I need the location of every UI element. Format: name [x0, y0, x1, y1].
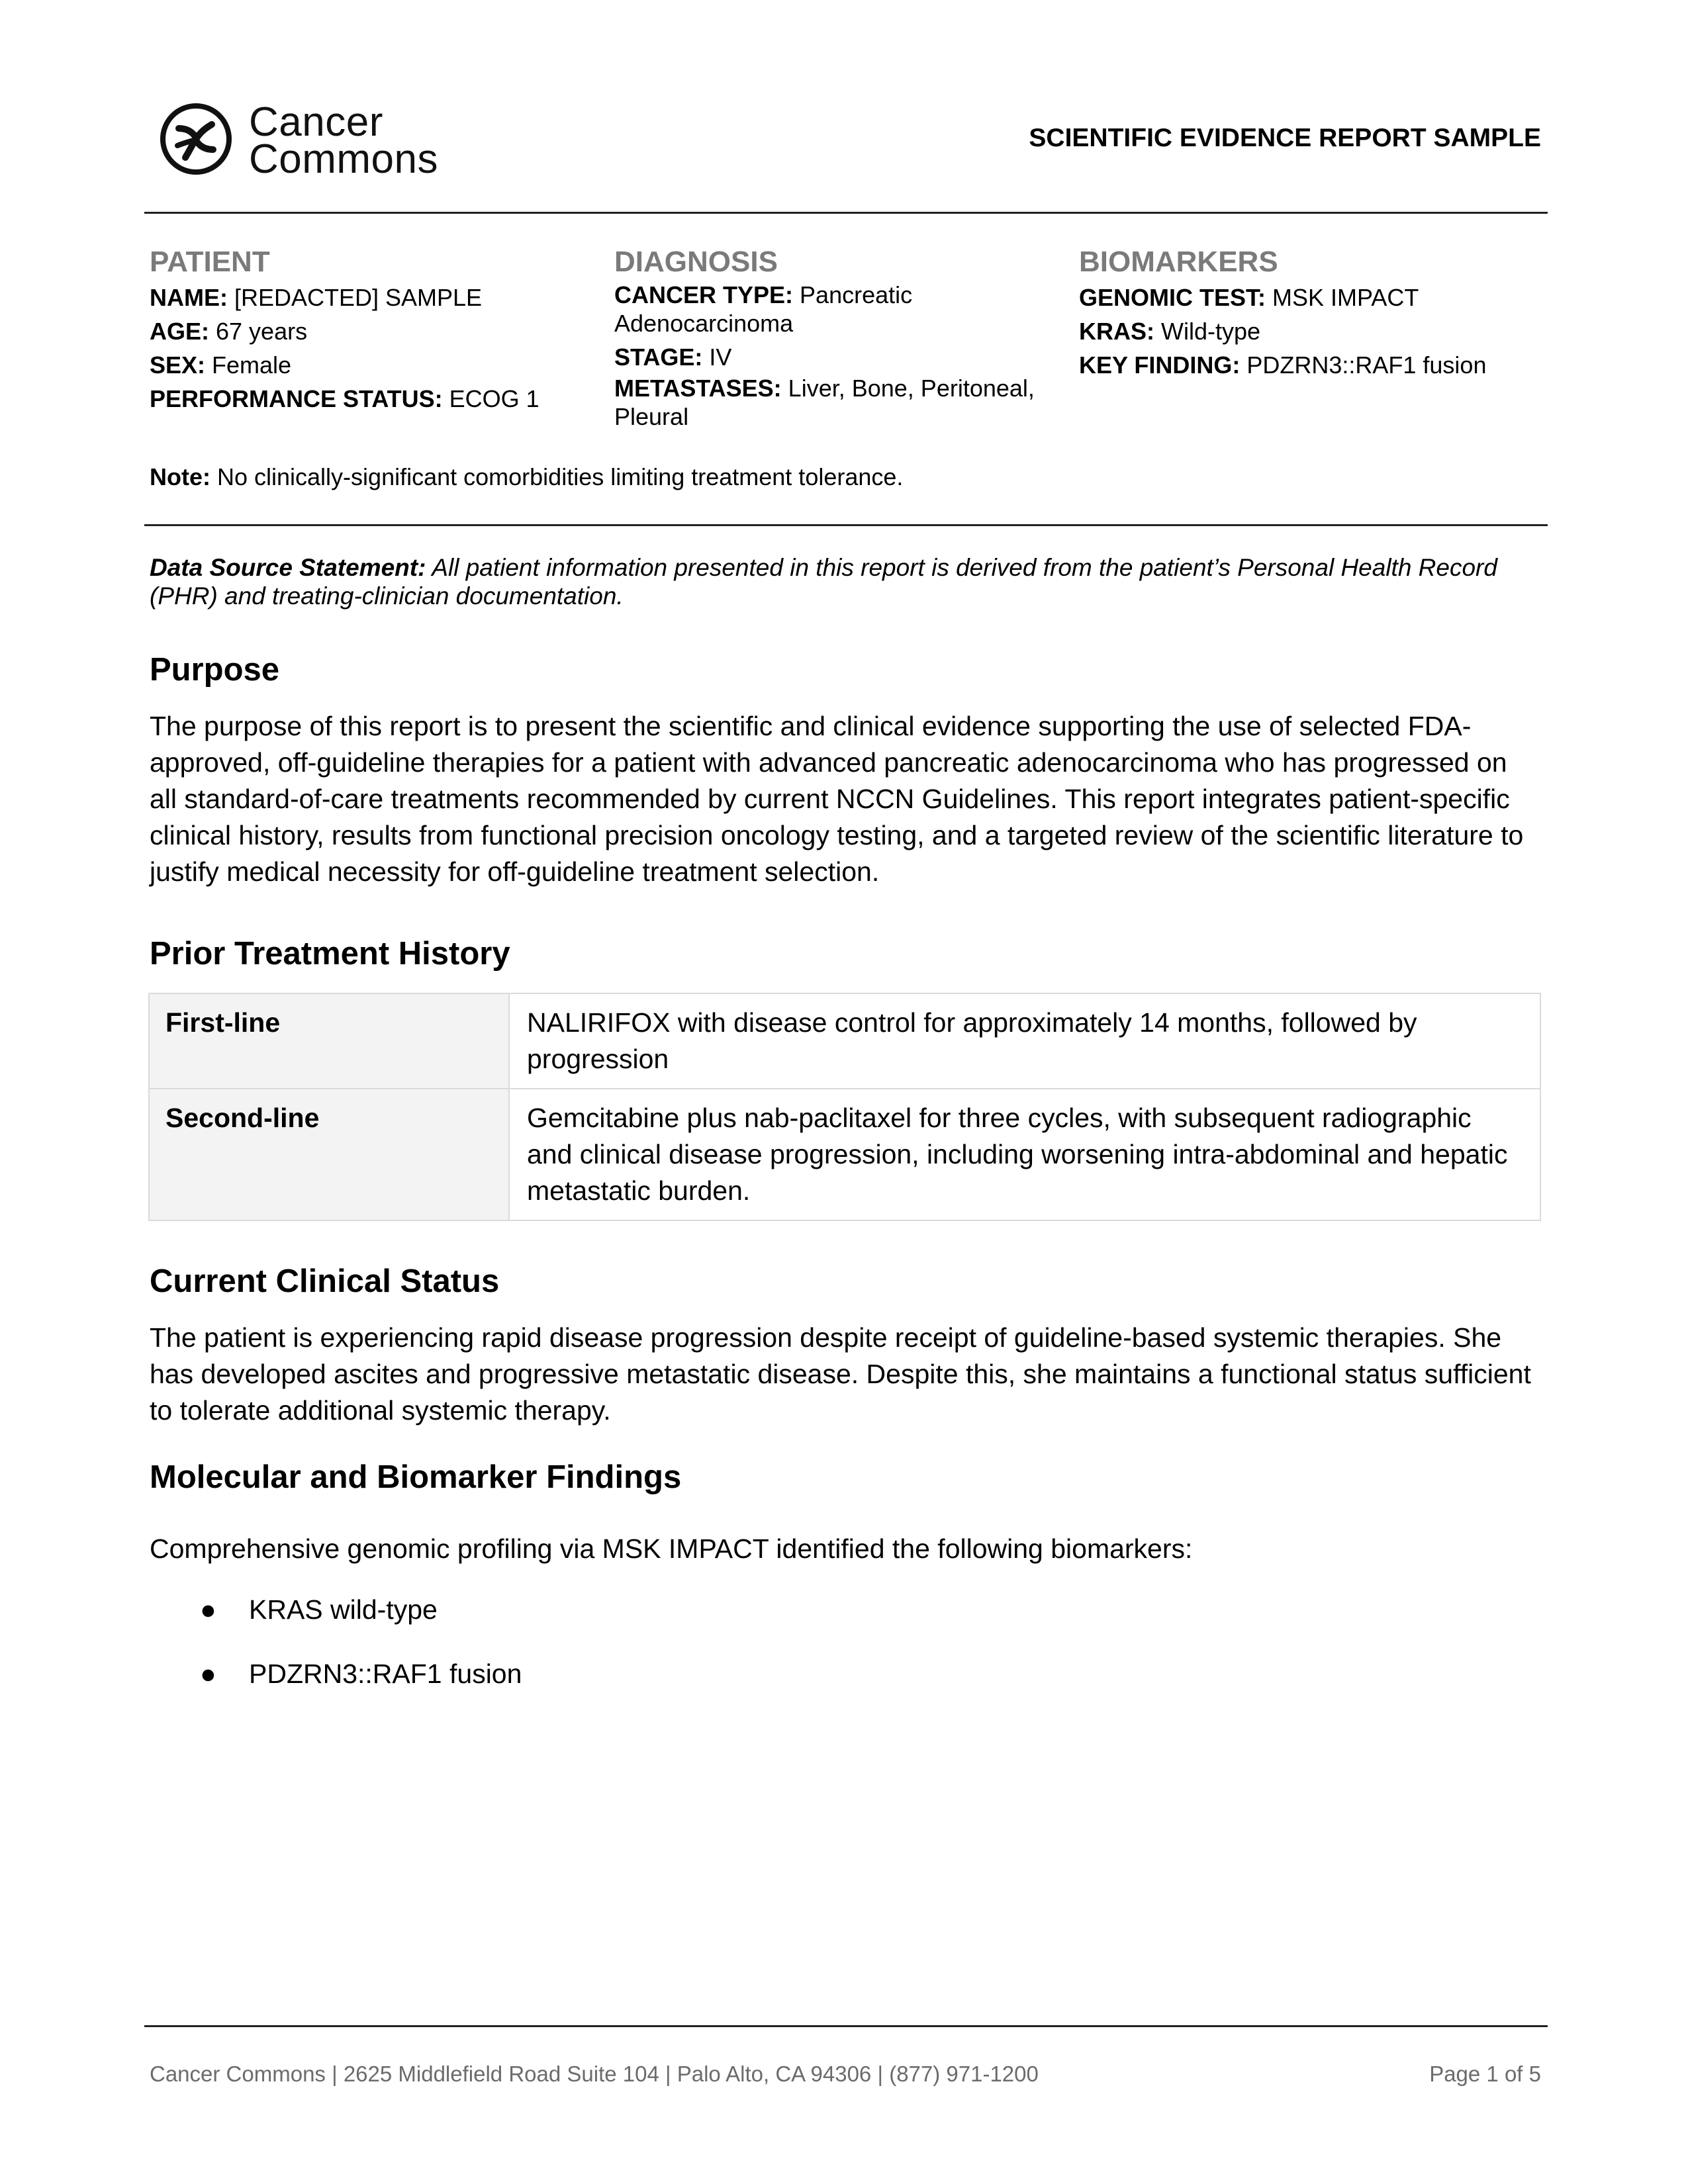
note-text: No clinically-significant comorbidities limiting treatment tolerance.	[211, 463, 904, 490]
metastases-value: Liver, Bone, Peritoneal, Pleural	[614, 375, 1035, 430]
clinical-status-heading: Current Clinical Status	[150, 1263, 500, 1299]
patient-age	[150, 314, 606, 348]
patient-ps-label: PERFORMANCE STATUS:	[150, 385, 443, 412]
data-source-statement	[150, 553, 1546, 610]
patient-age-value: 67 years	[209, 318, 308, 345]
patient-section	[150, 242, 606, 416]
table-row	[149, 1089, 1540, 1220]
patient-sex-label: SEX:	[150, 351, 206, 379]
patient-ps-value: ECOG 1	[442, 385, 539, 412]
biomarker-item: KRAS wild-type	[249, 1594, 438, 1625]
footer-divider	[144, 2025, 1548, 2027]
report-title: SCIENTIFIC EVIDENCE REPORT SAMPLE	[1029, 124, 1541, 152]
treatment-detail: Gemcitabine plus nab-paclitaxel for three cycles, with subsequent radiographic and clinical disease progression, including worsening intra-abdominal and hepatic metastatic burden.	[509, 1089, 1540, 1220]
metastases-label: METASTASES:	[614, 375, 782, 402]
cancer-commons-logo	[159, 98, 470, 184]
info-divider	[144, 524, 1548, 526]
key-finding-value: PDZRN3::RAF1 fusion	[1240, 351, 1487, 379]
genomic-test-label: GENOMIC TEST:	[1079, 284, 1266, 311]
bullet-icon: ●	[200, 1594, 216, 1625]
footer-address: Cancer Commons | 2625 Middlefield Road Suite 104 | Palo Alto, CA 94306 | (877) 971-1200	[150, 2062, 1039, 2086]
diagnosis-stage	[614, 340, 1064, 374]
stage-label: STAGE:	[614, 343, 703, 371]
logo-text-line1: Cancer	[249, 99, 383, 145]
kras-label: KRAS:	[1079, 318, 1154, 345]
biomarkers-section	[1079, 242, 1536, 382]
treatment-detail: NALIRIFOX with disease control for approximately 14 months, followed by progression	[509, 993, 1540, 1089]
cancer-type-label: CANCER TYPE:	[614, 281, 794, 308]
molecular-intro: Comprehensive genomic profiling via MSK IMPACT identified the following biomarkers:	[150, 1533, 1193, 1564]
treatment-line-label: First-line	[149, 993, 509, 1089]
biomarker-list	[150, 1592, 522, 1720]
purpose-text: The purpose of this report is to present the scientific and clinical evidence supporting the use of selected FDA-approved, off-guideline therapies for a patient with advanced pancreatic adenocarcinoma who has progressed on all standard-of-care treatments recommended by current NCCN Guidelines. This report integrates patient-specific clinical history, results from functional precision oncology testing, and a targeted review of the scientific literature to justify medical necessity for off-guideline treatment selection.	[150, 711, 1524, 887]
genomic-test-value: MSK IMPACT	[1266, 284, 1419, 311]
stage-value: IV	[702, 343, 732, 371]
biomarkers-heading: BIOMARKERS	[1079, 246, 1278, 278]
diagnosis-heading: DIAGNOSIS	[614, 246, 778, 278]
comorbidity-note	[150, 463, 903, 491]
patient-name	[150, 281, 606, 314]
header-divider	[144, 212, 1548, 214]
patient-heading: PATIENT	[150, 246, 270, 278]
patient-name-label: NAME:	[150, 284, 228, 311]
patient-age-label: AGE:	[150, 318, 209, 345]
prior-treatment-table	[148, 993, 1541, 1221]
logo-mark-icon	[159, 102, 233, 176]
data-source-text: All patient information presented in this report is derived from the patient’s Personal Health Record (PHR) and treating-clinician documentation.	[150, 554, 1497, 610]
biomarker-genomic-test	[1079, 281, 1536, 314]
patient-name-value: [REDACTED] SAMPLE	[227, 284, 483, 311]
diagnosis-metastases	[614, 374, 1064, 433]
purpose-heading: Purpose	[150, 652, 280, 688]
molecular-heading: Molecular and Biomarker Findings	[150, 1459, 682, 1495]
biomarker-key-finding	[1079, 348, 1536, 382]
patient-sex-value: Female	[205, 351, 292, 379]
cancer-type-value: Pancreatic Adenocarcinoma	[614, 281, 913, 337]
note-label: Note:	[150, 463, 211, 490]
list-item	[150, 1656, 522, 1692]
treatment-line-label: Second-line	[149, 1089, 509, 1220]
list-item	[150, 1592, 522, 1628]
diagnosis-cancer-type	[614, 281, 1064, 340]
key-finding-label: KEY FINDING:	[1079, 351, 1241, 379]
patient-sex	[150, 348, 606, 382]
data-source-label: Data Source Statement:	[150, 554, 426, 581]
logo-text-line2: Commons	[249, 136, 439, 182]
patient-performance-status	[150, 382, 606, 416]
page-number: Page 1 of 5	[1429, 2062, 1541, 2086]
kras-value: Wild-type	[1154, 318, 1261, 345]
biomarker-kras	[1079, 314, 1536, 348]
diagnosis-section	[614, 242, 1064, 433]
biomarker-item: PDZRN3::RAF1 fusion	[249, 1659, 522, 1689]
table-row	[149, 993, 1540, 1089]
prior-treatment-heading: Prior Treatment History	[150, 936, 510, 972]
clinical-status-text: The patient is experiencing rapid disease progression despite receipt of guideline-based systemic therapies. She has developed ascites and progressive metastatic disease. Despite this, she maintains a functional status sufficient to tolerate additional systemic therapy.	[150, 1322, 1531, 1426]
bullet-icon: ●	[200, 1659, 216, 1689]
